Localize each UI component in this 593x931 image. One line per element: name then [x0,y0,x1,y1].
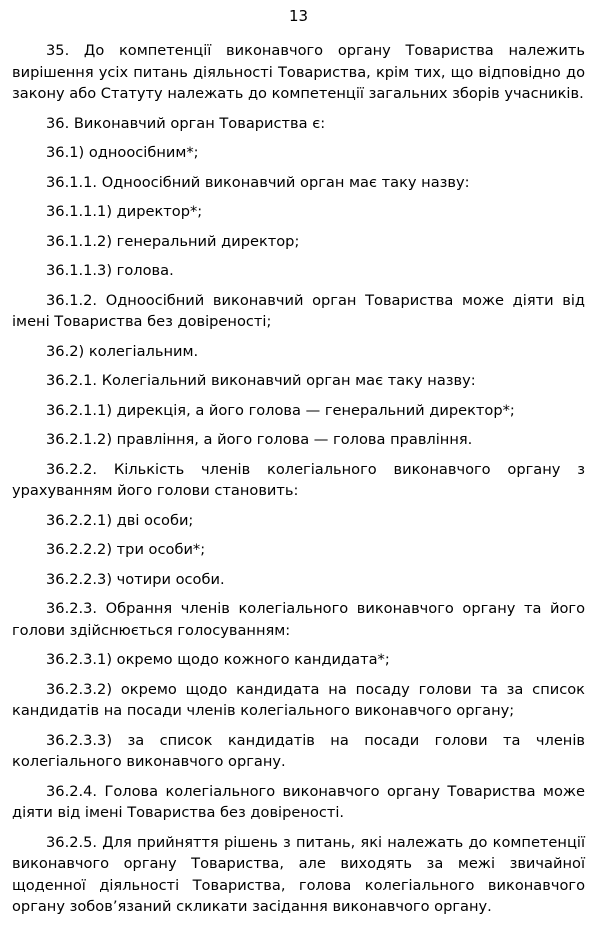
paragraph-36-1-1-2: 36.1.1.2) генеральний директор; [46,232,300,250]
paragraph-36-1-1-1: 36.1.1.1) директор*; [46,203,203,220]
paragraph-36-2-3-2: 36.2.3.2) окремо щодо кандидата на посаду голови та за список кандидатів на посади членів колегіального виконавчого органу; [12,680,585,719]
paragraph-36-2-2: 36.2.2. Кількість членів колегіального виконавчого органу з урахуванням його голови становить: [12,460,585,499]
page-number: 13 [288,7,309,25]
paragraph-36-1-1-3: 36.1.1.3) голова. [46,262,174,279]
paragraph-36-2-4: 36.2.4. Голова колегіального виконавчого органу Товариства може діяти від імені Товариства без довіреності. [12,782,585,821]
paragraph-36-2-2-1: 36.2.2.1) дві особи; [46,511,194,529]
paragraph-36-2-1-2: 36.2.1.2) правління, а його голова — голова правління. [46,431,473,448]
paragraph-36-2-1-1: 36.2.1.1) дирекція, а його голова — генеральний директор*; [46,401,515,419]
paragraph-36-2: 36.2) колегіальним. [46,342,199,360]
paragraph-36-2-2-2: 36.2.2.2) три особи*; [46,541,206,558]
paragraph-36-1-2: 36.1.2. Одноосібний виконавчий орган Товариства може діяти від імені Товариства без довіреності; [12,291,585,330]
paragraph-36-2-3-3: 36.2.3.3) за список кандидатів на посади голови та членів колегіального виконавчого органу. [12,731,585,770]
paragraph-36-1: 36.1) одноосібним*; [46,144,199,161]
paragraph-35: 35. До компетенції виконавчого органу Товариства належить вирішення усіх питань діяльності Товариства, крім тих, що відповідно до закону або Статуту належать до компетенції загальних зборів учасників. [12,42,585,102]
paragraph-36-1-1: 36.1.1. Одноосібний виконавчий орган має таку назву: [46,173,470,191]
paragraph-36-2-3-1: 36.2.3.1) окремо щодо кожного кандидата*; [46,651,390,668]
paragraph-36: 36. Виконавчий орган Товариства є: [46,114,326,132]
paragraph-36-2-1: 36.2.1. Колегіальний виконавчий орган має таку назву: [46,372,476,389]
paragraph-36-2-3: 36.2.3. Обрання членів колегіального виконавчого органу та його голови здійснюється голосуванням: [12,600,585,639]
paragraph-36-2-5: 36.2.5. Для прийняття рішень з питань, які належать до компетенції виконавчого органу Товариства, але виходять за межі звичайної щоденної діяльності Товариства, голова колегіального виконавчого органу зобов’язаний скликати засідання виконавчого органу. [12,833,585,915]
paragraph-36-2-2-3: 36.2.2.3) чотири особи. [46,570,225,588]
